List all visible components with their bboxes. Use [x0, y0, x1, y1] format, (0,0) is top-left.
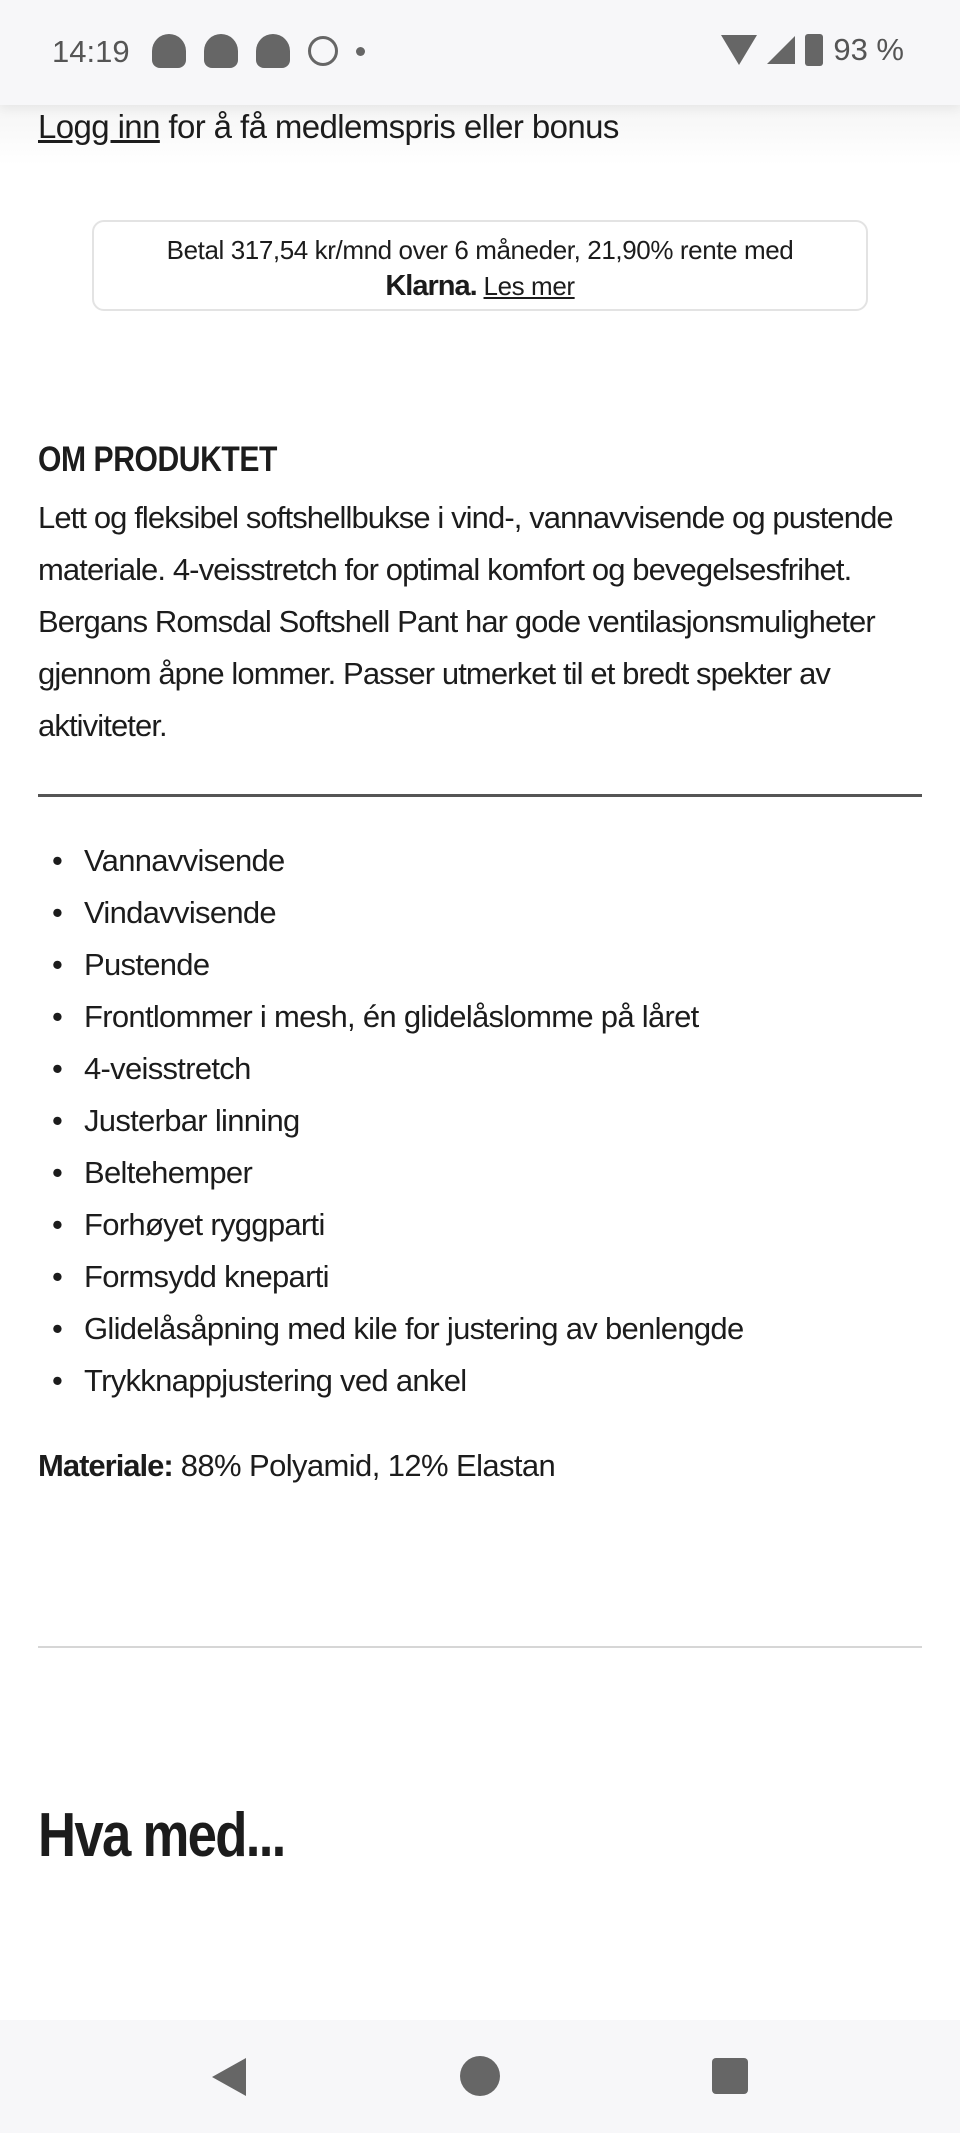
system-icons [721, 32, 904, 68]
list-item: • Vindavvisende [52, 895, 276, 930]
product-heading: OM PRODUKTET [38, 440, 277, 479]
home-icon[interactable] [460, 2056, 500, 2096]
snapchat-icon [152, 34, 186, 68]
klarna-box [92, 220, 868, 311]
login-banner [38, 108, 619, 146]
list-item: • Forhøyet ryggparti [52, 1207, 325, 1242]
material-value: 88% Polyamid, 12% Elastan [172, 1448, 556, 1483]
notification-icons [152, 34, 365, 68]
list-item: • Trykknappjustering ved ankel [52, 1363, 467, 1398]
list-item: • Beltehemper [52, 1155, 253, 1190]
material-info [38, 1448, 555, 1484]
battery-percent: 93 % [833, 32, 904, 67]
divider [38, 1646, 922, 1648]
login-link[interactable]: Logg inn [38, 108, 160, 145]
klarna-text: Betal 317,54 kr/mnd over 6 måneder, 21,90% rente med [166, 235, 794, 265]
snapchat-icon [204, 34, 238, 68]
battery-icon [805, 34, 823, 66]
recents-icon[interactable] [712, 2058, 748, 2094]
klarna-read-more-link[interactable]: Les mer [483, 271, 575, 301]
product-description: Lett og fleksibel softshellbukse i vind-, vannavvisende og pustende materiale. 4-veisstretch for optimal komfort og bevegelsesfrihet. Bergans Romsdal Softshell Pant har gode ventilasjonsmuligheter gjennom åpne lommer. Passer utmerket til et bredt spekter av aktiviteter. [38, 500, 893, 743]
related-heading: Hva med... [38, 1801, 285, 1870]
status-bar [0, 0, 960, 105]
feature-list [38, 835, 744, 1407]
list-item: • 4-veisstretch [52, 1051, 251, 1086]
snapchat-icon [256, 34, 290, 68]
klarna-logo: Klarna. [385, 270, 477, 302]
signal-icon [767, 36, 795, 64]
login-banner-text: for å få medlemspris eller bonus [159, 108, 619, 145]
alarm-icon [308, 36, 338, 66]
list-item: • Vannavvisende [52, 843, 285, 878]
list-item: • Glidelåsåpning med kile for justering av benlengde [52, 1311, 744, 1346]
divider [38, 794, 922, 797]
list-item: • Formsydd kneparti [52, 1259, 329, 1294]
list-item: • Frontlommer i mesh, én glidelåslomme på låret [52, 999, 699, 1034]
navigation-bar [0, 2020, 960, 2133]
material-label: Materiale: [38, 1448, 173, 1483]
list-item: • Pustende [52, 947, 210, 982]
wifi-icon [721, 35, 757, 65]
dot-icon [356, 47, 365, 56]
clock: 14:19 [52, 34, 130, 69]
list-item: • Justerbar linning [52, 1103, 300, 1138]
back-icon[interactable] [212, 2058, 246, 2096]
